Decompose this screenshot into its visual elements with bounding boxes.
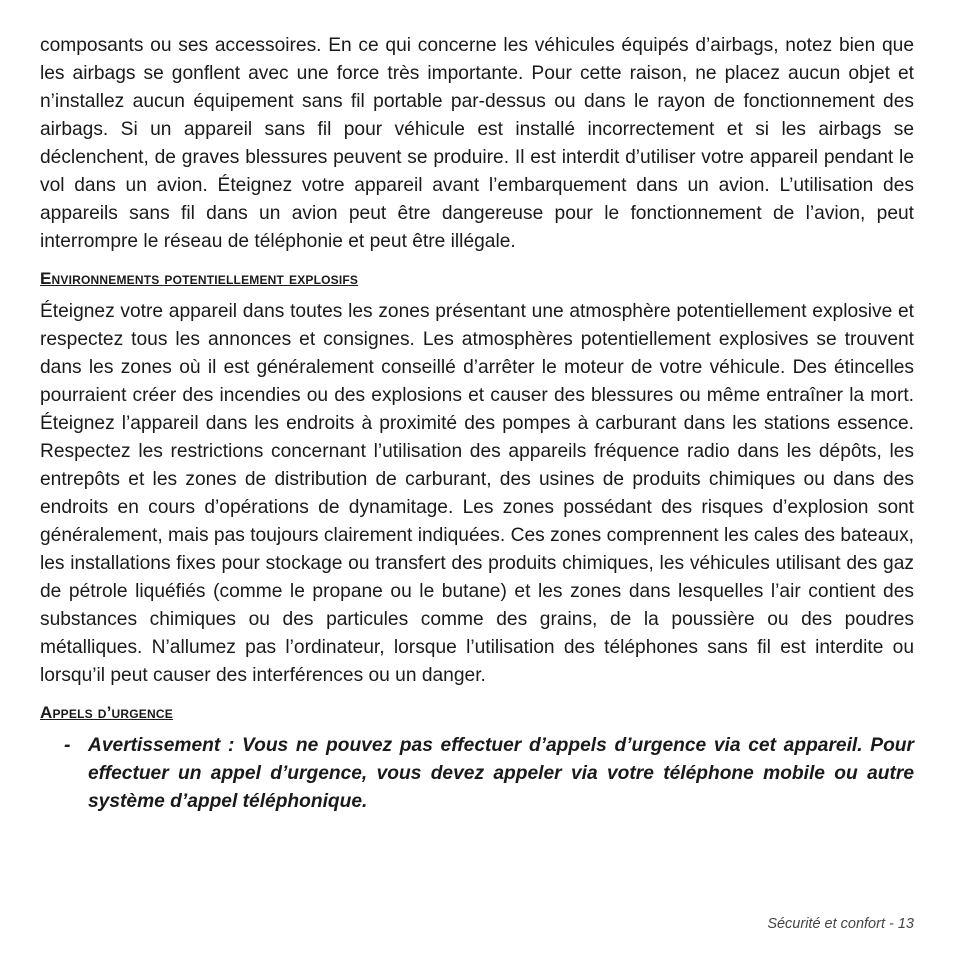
paragraph-explosive: Éteignez votre appareil dans toutes les zones présentant une atmosphère potentiellement explosive et respectez tous les annonces et consignes. Les atmosphères potentiellement explosives se trouvent dans les zones où il est généralement conseillé d’arrêter le moteur de votre véhicule. Des étincelles pourraient créer des incendies ou des explosions et causer des blessures ou même entraîner la mort. Éteignez l’appareil dans les endroits à proximité des pompes à carburant dans les stations essence. Respectez les restrictions concernant l’utilisation des appareils fréquence radio dans les dépôts, les entrepôts et les zones de distribution de carburant, des usines de produits chimiques ou dans des endroits en cours d’opérations de dynamitage. Les zones possédant des risques d’explosion sont généralement, mais pas toujours clairement indiquées. Ces zones comprennent les cales des bateaux, les installations fixes pour stockage ou transfert des produits chimiques, les véhicules utilisant des gaz de pétrole liquéfiés (comme le propane ou le butane) et les zones dans lesquelles l’air contient des substances chimiques ou des particules comme des grains, de la poussière ou des poudres métalliques. N’allumez pas l’ordinateur, lorsque l’utilisation des téléphones sans fil est interdite ou lorsqu’il peut causer des interférences ou un danger. [40,301,914,686]
document-page [40,32,914,816]
warning-item [40,732,914,816]
warning-text: Avertissement : Vous ne pouvez pas effectuer d’appels d’urgence via cet appareil. Pour effectuer un appel d’urgence, vous devez appeler via votre téléphone mobile ou autre système d’appel téléphonique. [88,735,914,812]
paragraph-airbags: composants ou ses accessoires. En ce qui concerne les véhicules équipés d’airbags, notez bien que les airbags se gonflent avec une force très importante. Pour cette raison, ne placez aucun objet et n’installez aucun équipement sans fil portable par-dessus ou dans le rayon de fonctionnement des airbags. Si un appareil sans fil pour véhicule est installé incorrectement et si les airbags se déclenchent, de graves blessures peuvent se produire. Il est interdit d’utiliser votre appareil pendant le vol dans un avion. Éteignez votre appareil avant l’embarquement dans un avion. L’utilisation des appareils sans fil dans un avion peut être dangereuse pour le fonctionnement de l’avion, peut interrompre le réseau de téléphonie et peut être illégale. [40,35,914,252]
heading-explosive-environments: Environnements potentiellement explosifs [40,269,359,288]
page-footer: Sécurité et confort - 13 [767,916,914,932]
warning-bullet: - [64,735,71,756]
heading-emergency-calls: Appels d’urgence [40,703,173,722]
